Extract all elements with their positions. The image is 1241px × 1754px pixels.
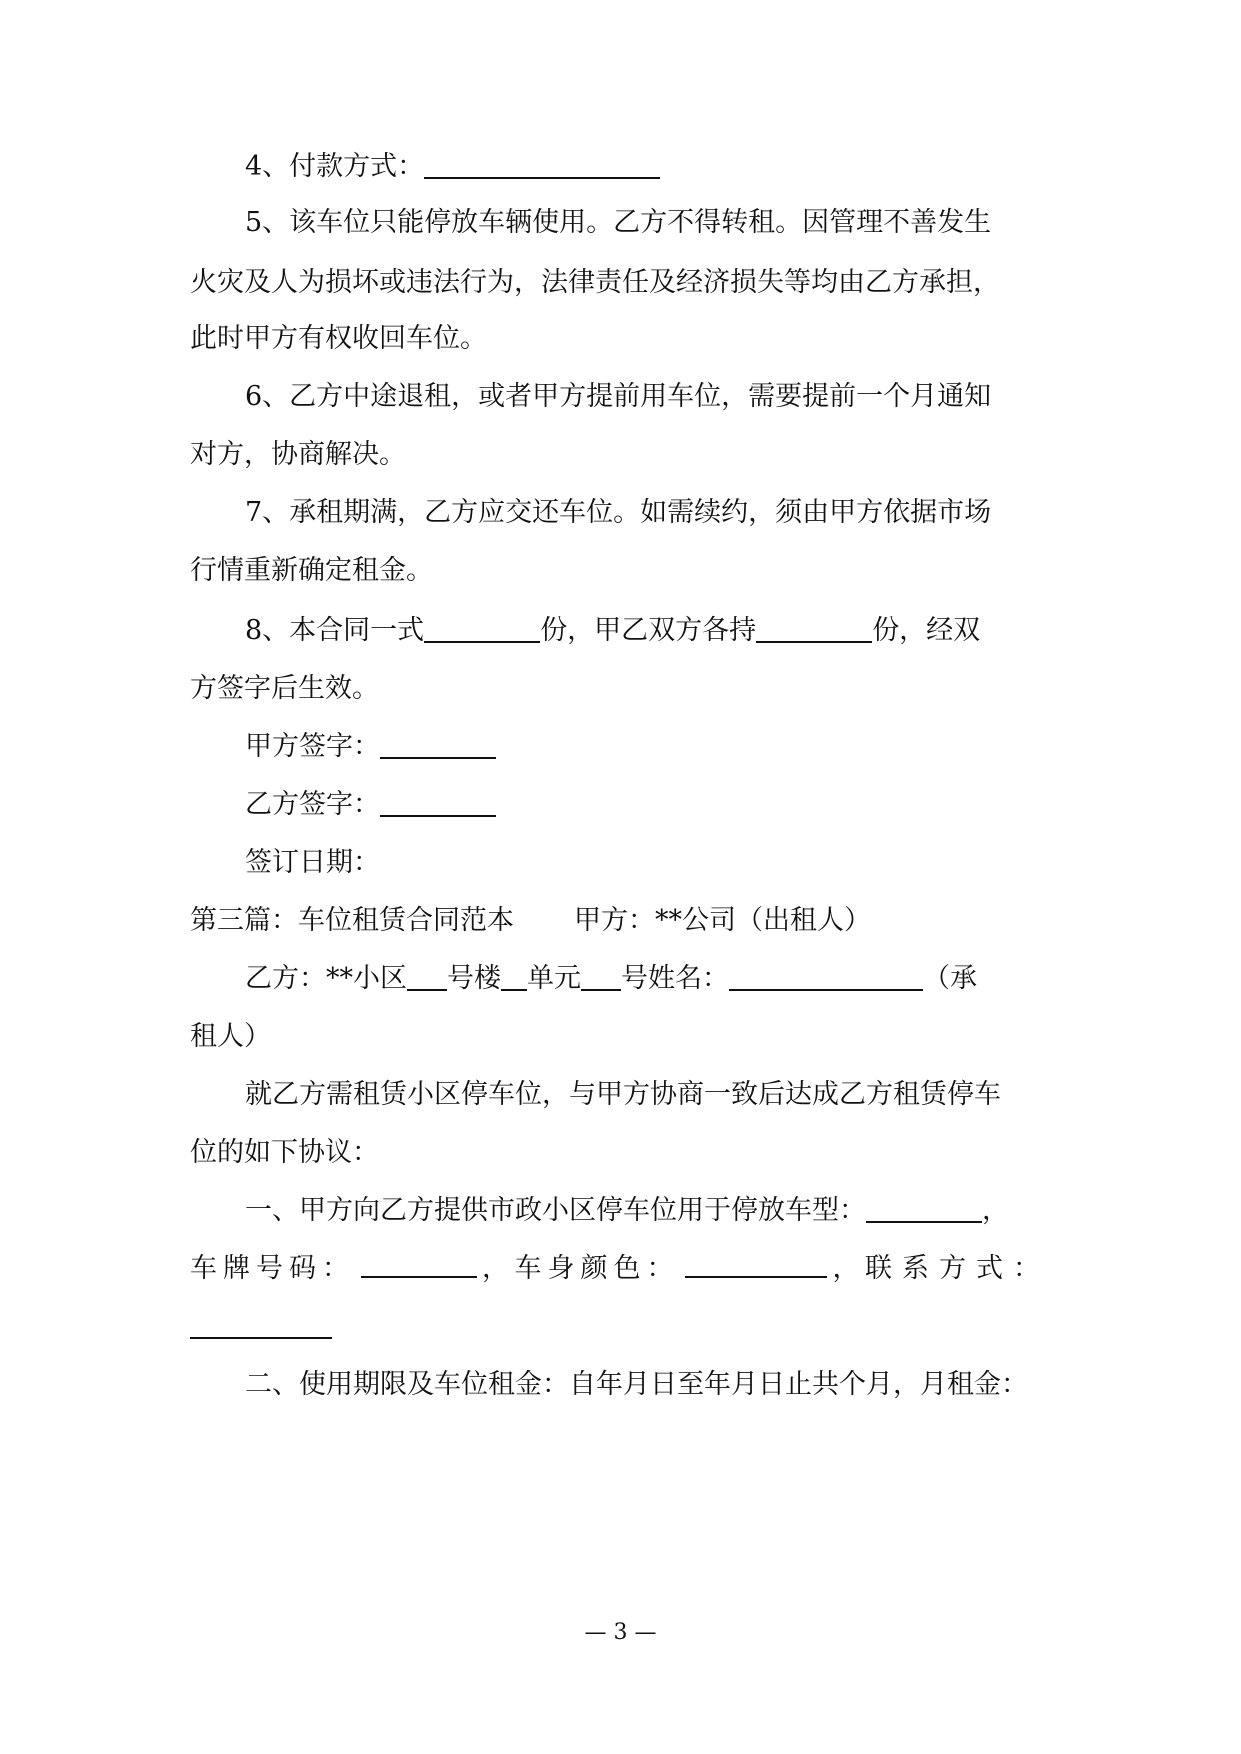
room-number-blank[interactable]: [581, 963, 621, 991]
clause-7-line-2: 行情重新确定租金。: [190, 555, 433, 586]
clause-7-line-1: 7、承租期满，乙方应交还车位。如需续约，须由甲方依据市场: [245, 497, 992, 528]
clause-4: [245, 148, 1050, 186]
section-3-party-b-line-1: [245, 960, 1050, 998]
section-3-heading: 第三篇：车位租赁合同范本: [190, 905, 514, 936]
party-b-signature-blank[interactable]: [380, 789, 496, 817]
signing-date: 签订日期：: [245, 847, 380, 878]
clause-6-line-1: 6、乙方中途退租，或者甲方提前用车位，需要提前一个月通知: [245, 381, 992, 412]
plate-number-label: 车牌号码：: [190, 1253, 355, 1284]
contact-blank[interactable]: [190, 1311, 332, 1339]
unit-number-blank[interactable]: [501, 963, 527, 991]
party-b-signature: [245, 786, 1050, 824]
copies-each-blank[interactable]: [756, 615, 872, 643]
vehicle-color-label: 车身颜色：: [514, 1253, 680, 1284]
party-b-estate-label: 乙方：**小区: [245, 963, 407, 994]
party-b-signature-label: 乙方签字：: [245, 789, 380, 820]
comma-1: ，: [482, 1253, 509, 1284]
clause-6-line-2: 对方，协商解决。: [190, 439, 406, 470]
clause-5-line-2: 火灾及人为损坏或违法行为，法律责任及经济损失等均由乙方承担，: [190, 267, 1000, 298]
section-3-clause-1-line-3: [190, 1308, 1050, 1346]
section-3-party-a: 甲方：**公司（出租人）: [574, 905, 871, 936]
clause-4-text: 4、付款方式：: [245, 151, 425, 182]
unit-label: 单元: [527, 963, 581, 994]
contact-label: 联系方式：: [865, 1253, 1050, 1284]
vehicle-color-blank[interactable]: [685, 1250, 827, 1278]
clause-5-line-3: 此时甲方有权收回车位。: [190, 323, 487, 354]
section-3-clause-1-line-1: [245, 1192, 1050, 1230]
tenant-role-open: （承: [923, 963, 977, 994]
section-3-heading-line: [190, 902, 1050, 940]
copies-total-blank[interactable]: [424, 615, 540, 643]
clause-8-text-b: 份，甲乙双方各持: [540, 615, 757, 646]
clause-5-line-1: 5、该车位只能停放车辆使用。乙方不得转租。因管理不善发生: [245, 207, 992, 238]
tenant-name-blank[interactable]: [729, 963, 923, 991]
section-3-intro-line-1: 就乙方需租赁小区停车位，与甲方协商一致后达成乙方租赁停车: [245, 1079, 1001, 1110]
section-3-party-b-line-2: 租人）: [190, 1021, 271, 1052]
party-a-signature-blank[interactable]: [380, 731, 496, 759]
section-3-intro-line-2: 位的如下协议：: [190, 1137, 379, 1168]
party-a-signature: [245, 728, 1050, 766]
comma-2: ，: [832, 1253, 860, 1284]
clause-1-text: 一、甲方向乙方提供市政小区停车位用于停放车型：: [245, 1195, 866, 1226]
payment-method-blank[interactable]: [424, 151, 660, 179]
party-a-signature-label: 甲方签字：: [245, 731, 380, 762]
section-3-clause-1-line-2: [190, 1250, 1050, 1288]
section-3-clause-2: 二、使用期限及车位租金：自年月日至年月日止共个月，月租金：: [245, 1369, 1028, 1400]
building-number-blank[interactable]: [407, 963, 447, 991]
clause-8-text-c: 份，经双: [872, 615, 981, 646]
building-label: 号楼: [447, 963, 501, 994]
clause-8-line-2: 方签字后生效。: [190, 673, 379, 704]
vehicle-model-blank[interactable]: [866, 1195, 982, 1223]
clause-8-text-a: 8、本合同一式: [245, 615, 425, 646]
name-label: 号姓名：: [621, 963, 729, 994]
page-number: — 3 —: [584, 1620, 657, 1645]
plate-number-blank[interactable]: [361, 1250, 477, 1278]
clause-1-comma: ，: [982, 1195, 1009, 1226]
clause-8-line-1: [245, 612, 1050, 650]
